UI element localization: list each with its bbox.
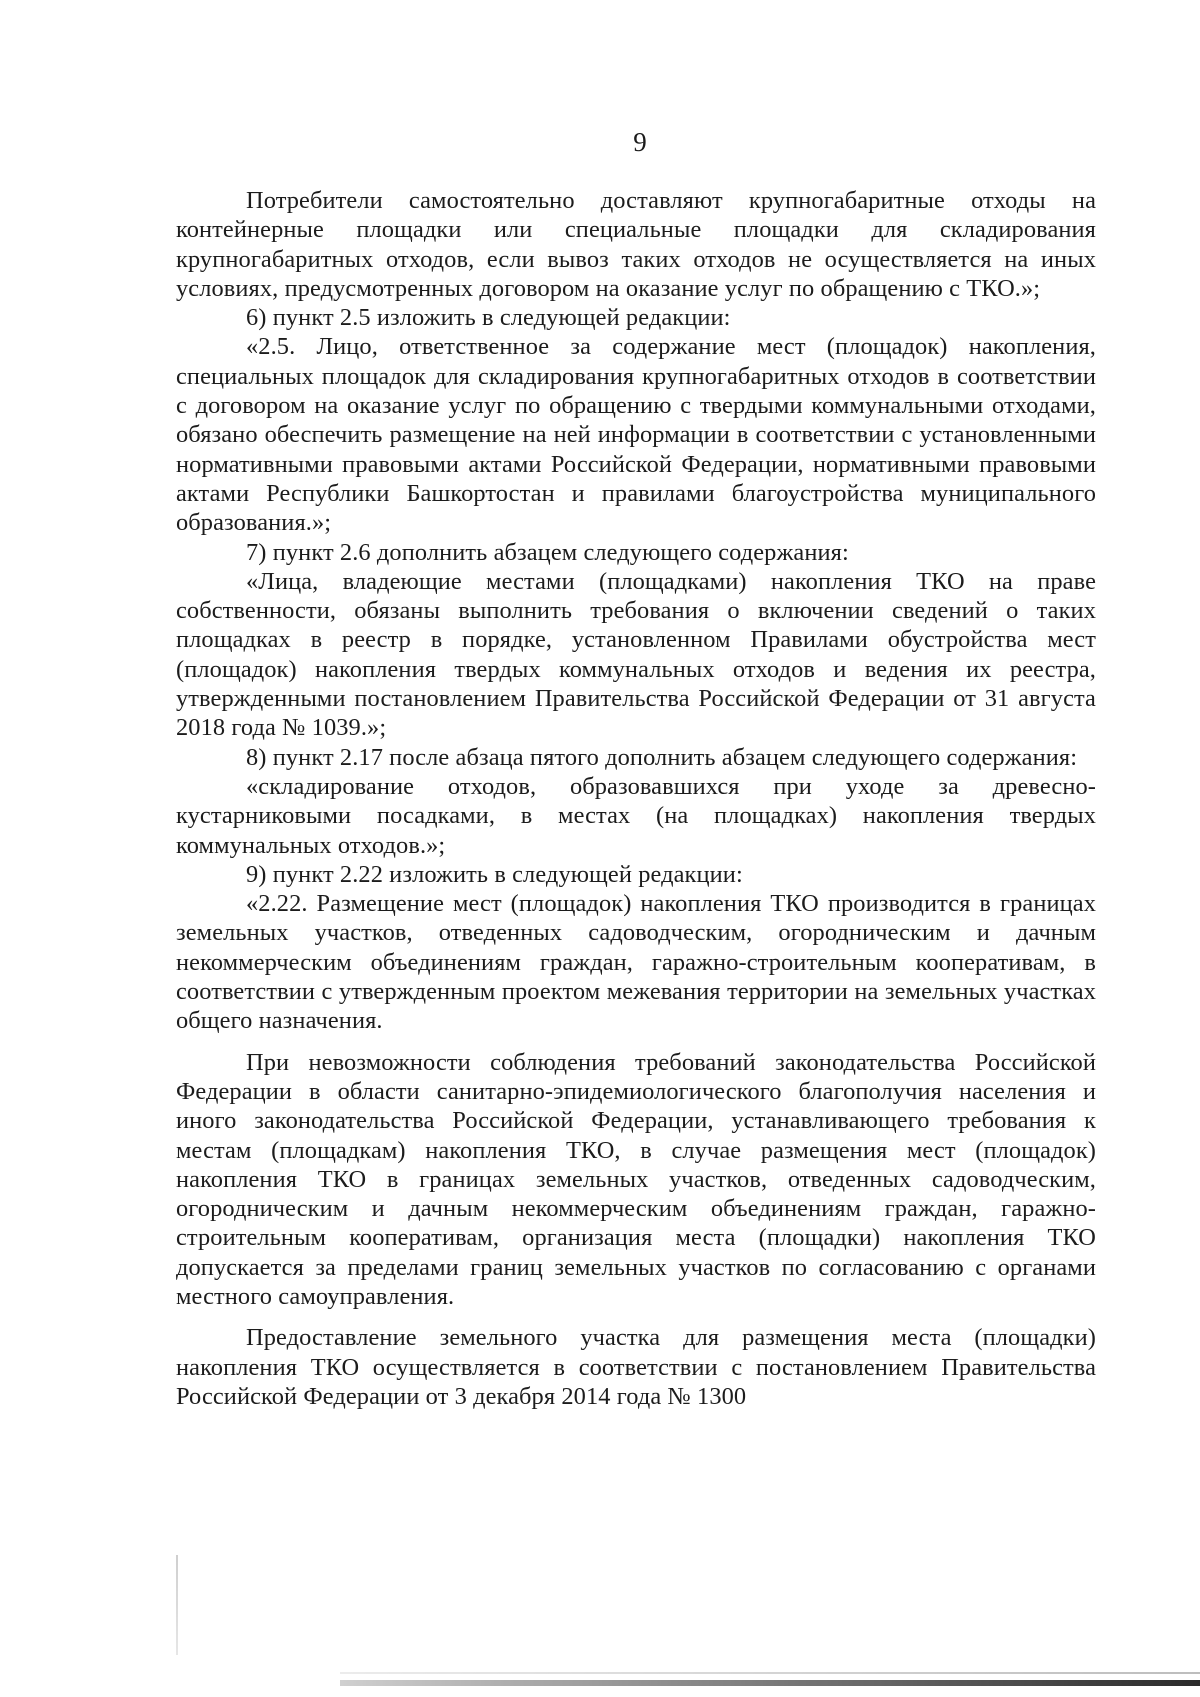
paragraph-item-8: 8) пункт 2.17 после абзаца пятого дополнить абзацем следующего содержания: — [246, 743, 1078, 771]
paragraph-consumers-delivery: Потребители самостоятельно доставляют крупногабаритные отходы на контейнерные площадки или специальные площадки для складирования крупногабаритных отходов, если вывоз таких отходов не осуществляется на иных условиях, предусмотренных договором на оказание услуг по обращению с ТКО.»; — [176, 187, 1096, 302]
paragraph-owners-registry: «Лица, владеющие местами (площадками) накопления ТКО на праве собственности, обязаны выполнить требования о включении сведений о таких площадках в реестр в порядке, установленном Правилами обустройства мест (площадок) накопления твердых коммунальных отходов и ведения их реестра, утвержденными постановлением Правительства Российской Федерации от 31 августа 2018 года № 1039.»; — [176, 567, 1096, 742]
paragraph-impossibility: При невозможности соблюдения требований законодательства Российской Федерации в области санитарно-эпидемиологического благополучия населения и иного законодательства Российской Федерации, устанавливающего требования к местам (площадкам) накопления ТКО, в случае размещения мест (площадок) накопления ТКО в границах земельных участков, отведенных садоводческим, огородническим и дачным некоммерческим объединениям граждан, гаражно-строительным кооперативам, организация места (площадки) накопления ТКО допускается за пределами границ земельных участков по согласованию с органами местного самоуправления. — [176, 1048, 1096, 1310]
paragraph-storage-waste: «складирование отходов, образовавшихся при уходе за древесно-кустарниковыми посадками, в местах (на площадках) накопления твердых коммунальных отходов.»; — [176, 772, 1096, 859]
paragraph-item-6: 6) пункт 2.5 изложить в следующей редакции: — [246, 304, 731, 332]
scan-margin-line — [176, 1555, 178, 1655]
scan-edge-shadow — [340, 1680, 1200, 1686]
paragraph-clause-2-5: «2.5. Лицо, ответственное за содержание мест (площадок) накопления, специальных площадок для складирования крупногабаритных отходов в соответствии с договором на оказание услуг по обращению с твердыми коммунальными отходами, обязано обеспечить размещение на ней информации в соответствии с установленными нормативными правовыми актами Российской Федерации, нормативными правовыми актами Республики Башкортостан и правилами благоустройства муниципального образования.»; — [176, 333, 1096, 537]
paragraph-item-9: 9) пункт 2.22 изложить в следующей редакции: — [246, 860, 743, 888]
paragraph-clause-2-22: «2.22. Размещение мест (площадок) накопления ТКО производится в границах земельных участков, отведенных садоводческим, огородническим и дачным некоммерческим объединениям граждан, гаражно-строительным кооперативам, в соответствии с утвержденным проектом межевания территории на земельных участках общего назначения. — [176, 890, 1096, 1035]
document-body — [176, 186, 1096, 1411]
page-number: 9 — [633, 127, 647, 157]
paragraph-land-provision: Предоставление земельного участка для размещения места (площадки) накопления ТКО осуществляется в соответствии с постановлением Правительства Российской Федерации от 3 декабря 2014 года № 1300 — [176, 1324, 1096, 1410]
scan-edge-line — [340, 1672, 1200, 1674]
paragraph-item-7: 7) пункт 2.6 дополнить абзацем следующего содержания: — [246, 538, 849, 566]
